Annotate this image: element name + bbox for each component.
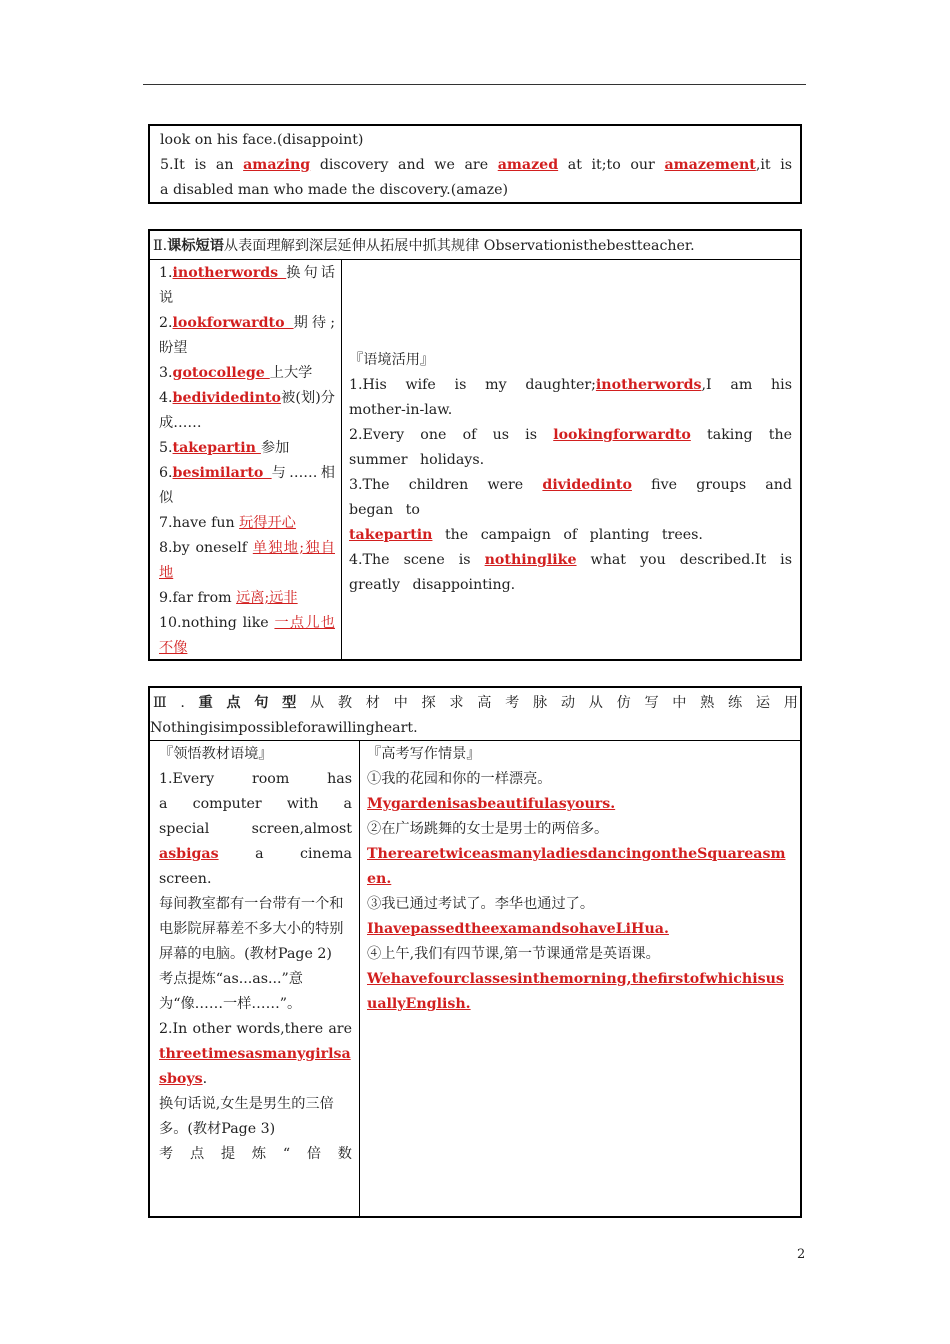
item-number: 3. [349,477,363,493]
text: what you described.It is greatly disappointing. [349,552,792,593]
section-number: Ⅱ. [153,238,168,254]
meaning: 与……相似 [159,465,335,506]
answer: bedividedinto [172,390,282,406]
section-title: 课标短语 [167,238,224,254]
phrase-item [159,311,335,361]
exercise-line: a disabled man who made the discovery.(amaze) [160,182,509,198]
example-1 [159,767,352,892]
phrase-item [159,436,335,461]
answer: inotherwords [172,265,287,281]
phrase: by oneself [172,540,253,556]
section-title: 重点句型 [194,695,311,711]
writing-answer: Mygardenisasbeautifulasyours. [367,796,616,812]
phrase-list [159,261,335,661]
writing-answer: IhavepassedtheexamandsohaveLiHua. [367,921,669,937]
item-number: 10. [159,615,182,631]
text: ,it is [755,157,793,173]
item-number: 6. [159,465,173,481]
text: five groups and began to [349,477,792,518]
phrase-item [159,261,335,311]
writing-prompt: ④上午,我们有四节课,第一节课通常是英语课。 [367,946,660,962]
item-number: 4. [349,552,363,568]
section-subtitle: 从教材中探求高考脉动从仿写中熟练运用 [310,695,808,711]
answer: threetimesasmanygirlsasboys [159,1046,351,1087]
writing-prompt: ②在广场跳舞的女士是男士的两倍多。 [367,821,609,837]
phrase: have fun [172,515,240,531]
text: Every room has a computer with a special screen,almost [159,771,352,837]
answer: dividedinto [542,477,632,493]
meaning: 被(划)分成…… [159,390,335,431]
text: taking the summer holidays. [349,427,792,468]
item-number: 3. [159,365,173,381]
exercise-sentence-5 [160,153,792,178]
text: The children were [362,477,543,493]
text: Every one of us is [362,427,554,443]
text: . [202,1071,208,1087]
phrase: far from [172,590,237,606]
section-subtitle: 从表面理解到深层延伸从拓展中抓其规律 Observationisthebestteacher. [223,238,695,254]
text: It is an [173,157,244,173]
section-number: Ⅲ. [153,695,195,711]
item-number: 4. [159,390,173,406]
meaning: 上大学 [269,365,313,381]
writing-prompt: ③我已通过考试了。李华也通过了。 [367,896,595,912]
sentence-patterns-section [148,686,808,1218]
item-number: 2. [159,315,173,331]
item-number: 8. [159,540,173,556]
answer: amazing [243,157,311,173]
example-1-note: 考点提炼“as...as...”意为“像……一样……”。 [159,971,303,1012]
phrase-item [159,586,335,611]
context-item [349,373,792,423]
answer: asbigas [159,846,219,862]
answer: nothinglike [484,552,577,568]
item-number: 7. [159,515,173,531]
item-number: 9. [159,590,173,606]
context-item [349,473,792,523]
section-header [153,234,798,259]
phrase-item [159,361,335,386]
context-item [349,423,792,473]
item-number: 2. [159,1021,173,1037]
phrase-item [159,536,335,586]
text: discovery and we are [310,157,498,173]
column-title: 『领悟教材语境』 [159,746,273,762]
exercise-box-continued [148,124,802,204]
page-number: 2 [797,1247,806,1262]
phrase: nothing like [181,615,275,631]
answer: gotocollege [172,365,270,381]
meaning: 换句话说 [159,265,335,306]
textbook-context [159,742,352,1167]
exercise-line: look on his face.(disappoint) [160,132,364,148]
answer: besimilarto [172,465,272,481]
writing-prompt: ①我的花园和你的一样漂亮。 [367,771,552,787]
item-number: 1. [349,377,363,393]
text: The scene is [362,552,485,568]
column-title: 『高考写作情景』 [367,746,481,762]
context-item [349,548,792,598]
phrase-item [159,386,335,436]
item-number: 1. [159,265,173,281]
answer: inotherwords [595,377,702,393]
text: at it;to our [558,157,665,173]
meaning: 参加 [260,440,290,456]
meaning: 期待;盼望 [159,315,335,356]
text: His wife is my daughter; [362,377,596,393]
answer: lookingforwardto [553,427,691,443]
writing-answer: Wehavefourclassesinthemorning,thefirstofwhichisusuallyEnglish. [367,971,784,1012]
answer: lookforwardto [172,315,294,331]
context-usage [349,348,792,598]
item-number: 5. [159,440,173,456]
answer: takepartin [172,440,261,456]
answer: amazement [664,157,756,173]
context-item [349,523,792,548]
writing-answer: TherearetwiceasmanyladiesdancingontheSquareasmen. [367,846,786,887]
answer: 远离;远非 [236,590,298,606]
phrases-section [148,229,802,661]
phrase-item [159,461,335,511]
context-title: 『语境活用』 [349,352,435,368]
example-2 [159,1017,352,1092]
example-2-note: 考点提炼“倍数 [159,1146,352,1162]
answer: 一点儿也不像 [159,615,335,656]
phrase-item [159,511,335,536]
header-rule [143,84,806,85]
example-1-translation: 每间教室都有一台带有一个和电影院屏幕差不多大小的特别屏幕的电脑。(教材Page 2) [159,896,344,962]
answer: amazed [497,157,559,173]
item-number: 2. [349,427,363,443]
answer: takepartin [349,527,433,543]
answer: 玩得开心 [239,515,296,531]
example-2-translation: 换句话说,女生是男生的三倍多。(教材Page 3) [159,1096,334,1137]
phrase-item [159,611,335,661]
item-number: 1. [159,771,173,787]
answer: 单独地;独自地 [159,540,335,581]
text: ,I am his mother-in-law. [349,377,792,418]
text: a cinema screen. [159,846,352,887]
section-header [150,691,808,741]
text: the campaign of planting trees. [432,527,703,543]
section-motto: Nothingisimpossibleforawillingheart. [150,720,418,736]
writing-scenarios [367,742,792,1017]
text: In other words,there are [172,1021,352,1037]
item-number: 5. [160,157,174,173]
